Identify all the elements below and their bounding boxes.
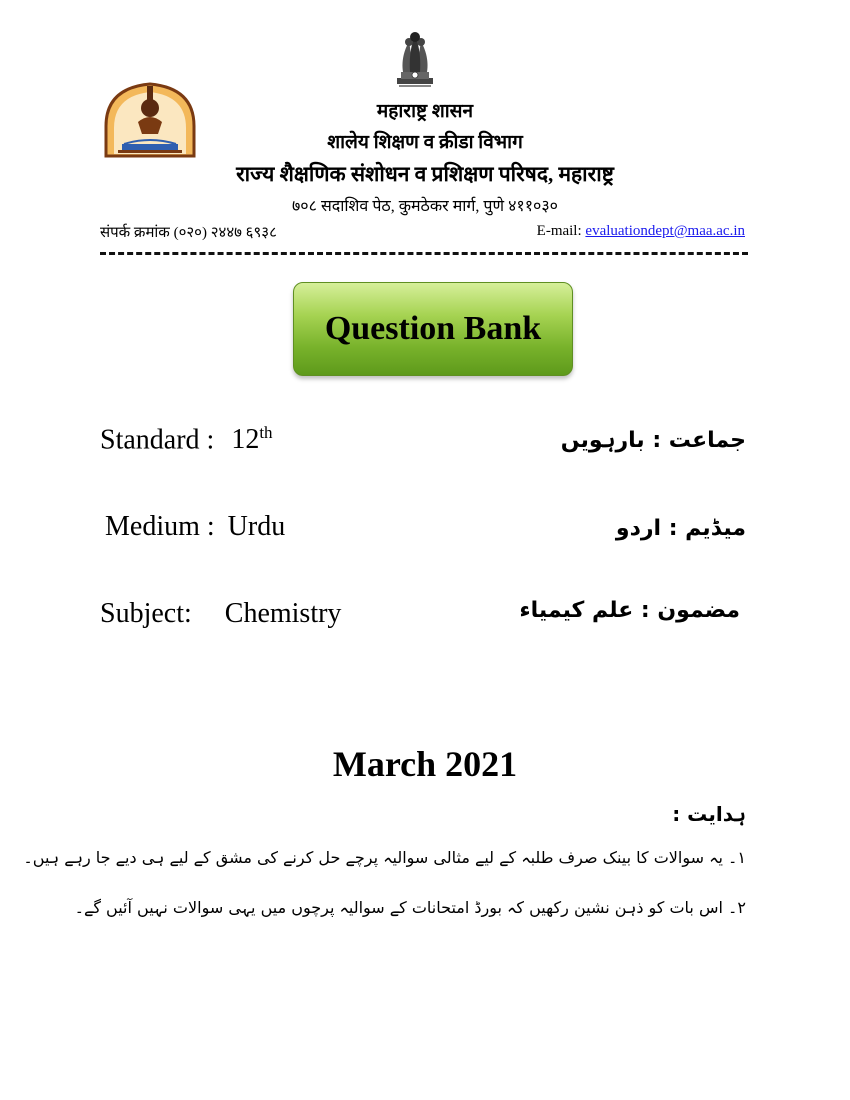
exam-date: March 2021 — [332, 744, 518, 784]
subject-row — [100, 598, 341, 630]
contact-number: संपर्क क्रमांक (०२०) २४४७ ६९३८ — [100, 225, 277, 241]
header-address: ७०८ सदाशिव पेठ, कुमठेकर मार्ग, पुणे ४११०३० — [291, 198, 558, 215]
medium-value: Urdu — [227, 511, 286, 542]
standard-label: Standard : — [100, 424, 215, 456]
standard-value: 12 — [231, 424, 260, 456]
email-label: E-mail: — [536, 223, 586, 239]
standard-suffix: th — [259, 423, 273, 442]
medium-urdu: میڈیم : اردو — [615, 516, 746, 541]
subject-urdu: مضمون : علم کیمیاء — [519, 598, 740, 623]
instruction-item-2: ۲۔ اس بات کو ذہن نشین رکھیں کہ بورڈ امتحانات کے سوالیہ پرچوں میں یہی سوالات نہیں آئیں گے۔ — [74, 898, 746, 917]
instruction-item-1: ۱۔ یہ سوالات کا بینک صرف طلبہ کے لیے مثالی سوالیہ پرچے حل کرنے کی مشق کے لیے ہی دیے جا رہے ہیں۔ — [23, 848, 746, 867]
medium-row — [105, 511, 285, 543]
question-bank-banner — [293, 282, 573, 376]
header-government: महाराष्ट्र शासन — [376, 101, 474, 122]
email-line — [537, 223, 745, 240]
subject-label: Subject: — [100, 598, 192, 629]
standard-urdu: جماعت : بارہویں — [560, 428, 746, 453]
standard-row — [100, 423, 273, 456]
header-department: शालेय शिक्षण व क्रीडा विभाग — [327, 132, 523, 153]
subject-value: Chemistry — [224, 598, 342, 629]
header-council: राज्य शैक्षणिक संशोधन व प्रशिक्षण परिषद, महाराष्ट्र — [236, 162, 614, 186]
instructions-heading: ہدایت : — [672, 802, 746, 826]
question-bank-title: Question Bank — [324, 310, 542, 347]
medium-label: Medium : — [105, 511, 215, 542]
state-emblem-icon — [393, 30, 437, 88]
email-link[interactable]: evaluationdept@maa.ac.in — [585, 223, 745, 239]
dashed-divider — [100, 252, 748, 255]
